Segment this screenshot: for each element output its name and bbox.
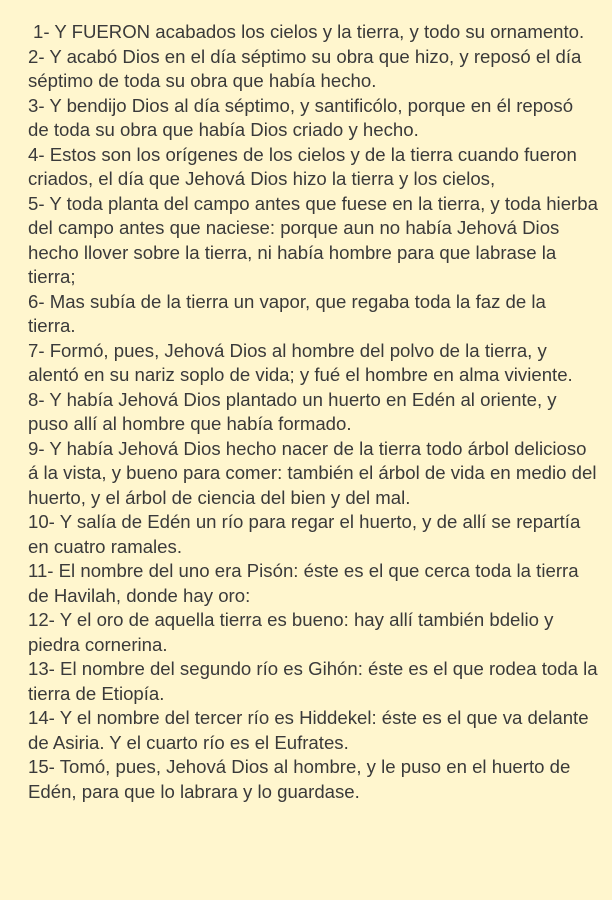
verse-9[interactable]: 9- Y había Jehová Dios hecho nacer de la tierra todo árbol delicioso á la vista, y bueno para comer: también el árbol de vida en medio del huerto, y el árbol de ciencia del bien y del mal. (28, 437, 597, 508)
verse-5[interactable]: 5- Y toda planta del campo antes que fuese en la tierra, y toda hierba del campo antes que naciese: porque aun no había Jehová Dios hecho llover sobre la tierra, ni había hombre para que labrase la tierra; (28, 192, 598, 287)
verse-3[interactable]: 3- Y bendijo Dios al día séptimo, y santificólo, porque en él reposó de toda su obra que había Dios criado y hecho. (28, 94, 574, 140)
verse-13[interactable]: 13- El nombre del segundo río es Gihón: éste es el que rodea toda la tierra de Etiopía. (28, 658, 598, 704)
verse-10[interactable]: 10- Y salía de Edén un río para regar el huerto, y de allí se repartía en cuatro ramales. (28, 511, 581, 557)
verse-2[interactable]: 2- Y acabó Dios en el día séptimo su obra que hizo, y reposó el día séptimo de toda su obra que había hecho. (28, 45, 582, 91)
verse-14[interactable]: 14- Y el nombre del tercer río es Hiddekel: éste es el que va delante de Asiria. Y el cuarto río es el Eufrates. (28, 707, 589, 753)
verse-6[interactable]: 6- Mas subía de la tierra un vapor, que regaba toda la faz de la tierra. (28, 290, 546, 336)
verse-11[interactable]: 11- El nombre del uno era Pisón: éste es el que cerca toda la tierra de Havilah, donde hay oro: (28, 560, 579, 606)
verse-15[interactable]: 15- Tomó, pues, Jehová Dios al hombre, y le puso en el huerto de Edén, para que lo labrara y lo guardase. (28, 756, 571, 802)
verse-12[interactable]: 12- Y el oro de aquella tierra es bueno: hay allí también bdelio y piedra cornerina. (28, 609, 554, 655)
verse-7[interactable]: 7- Formó, pues, Jehová Dios al hombre del polvo de la tierra, y alentó en su nariz soplo de vida; y fué el hombre en alma viviente. (28, 339, 573, 385)
verse-1[interactable]: 1- Y FUERON acabados los cielos y la tierra, y todo su ornamento. (33, 21, 585, 42)
verse-4[interactable]: 4- Estos son los orígenes de los cielos y de la tierra cuando fueron criados, el día que Jehová Dios hizo la tierra y los cielos, (28, 143, 577, 189)
verse-list (28, 20, 598, 804)
verse-8[interactable]: 8- Y había Jehová Dios plantado un huerto en Edén al oriente, y puso allí al hombre que había formado. (28, 388, 557, 434)
